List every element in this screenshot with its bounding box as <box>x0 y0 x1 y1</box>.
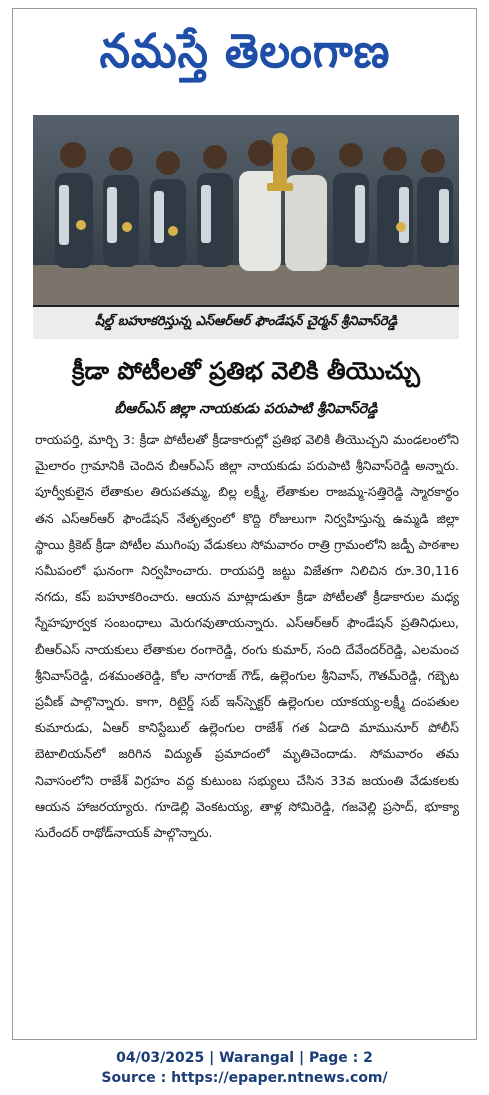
edition-info: 04/03/2025 | Warangal | Page : 2 <box>116 1050 373 1066</box>
article-photo <box>33 115 459 305</box>
newspaper-clipping <box>12 8 477 1040</box>
article-headline: క్రీడా పోటీలతో ప్రతిభ వెలికి తీయొచ్చు <box>71 357 420 385</box>
photo-illustration <box>33 115 459 305</box>
source-link[interactable]: Source : https://epaper.ntnews.com/ <box>101 1070 388 1086</box>
masthead <box>13 9 476 105</box>
article-body: రాయపర్తి, మార్చి 3: క్రీడా పోటీలతో క్రీడాకారుల్లో ప్రతిభ వెలికి తీయొచ్చని మండలంలోని మైలారం గ్రామానికి చెందిన బీఆర్ఎస్ జిల్లా నాయకుడు పరుపాటి శ్రీనివాస్‌రెడ్డి అన్నారు. పూర్వీకులైన లేతాకుల తిరుపతమ్మ, బిల్ల లక్ష్మీ, లేతాకుల రాజమ్మ-సత్తిరెడ్డి స్మారకార్థం తన ఎస్ఆర్ఆర్ ఫౌండేషన్ నేతృత్వంలో కొద్ది రోజులుగా నిర్వహిస్తున్న ఉమ్మడి జిల్లా స్థాయి క్రికెట్ క్రీడా పోటీల ముగింపు వేడుకలు సోమవారం రాత్రి గ్రామంలోని జడ్పీ పాఠశాల సమీపంలో ఘనంగా నిర్వహించారు. రాయపర్తి జట్టు విజేతగా నిలిచిన రూ.30,116 నగదు, కప్ బహూకరించారు. ఆయన మాట్లాడుతూ క్రీడా పోటీలతో క్రీడాకారుల మధ్య స్నేహపూర్వక సంబంధాలు మెరుగవుతాయన్నారు. ఎస్ఆర్ఆర్ ఫౌండేషన్ ప్రతినిధులు, బీఆర్ఎస్ నాయకులు లేతాకుల రంగారెడ్డి, రంగు కుమార్, సంది దేవేందర్‌రెడ్డి, ఎలమంచ శ్రీనివాస్‌రెడ్డి, దశమంతరెడ్డి, కోల నాగరాజ్ గౌడ్, ఉల్లెంగుల శ్రీనివాస్, గౌతమ్‌రెడ్డి, గబ్బెట ప్రవీణ్ పాల్గొన్నారు. కాగా, రిటైర్డ్ సబ్ ఇన్‌స్పెక్టర్ ఉల్లెంగుల యాకయ్య-లక్ష్మీ దంపతుల కుమారుడు, ఏఆర్ కానిస్టేబుల్ ఉల్లెంగుల రాజేశ్ గత ఏడాది మామునూర్ పోలీస్ బెటాలియన్‌లో జరిగిన విద్యుత్ ప్రమాదంలో మృతిచెందాడు. సోమవారం తమ నివాసంలోని రాజేశ్ విగ్రహం వద్ద కుటుంబ సభ్యులు చేసిన 33వ జయంతి వేడుకలకు ఆయన హాజరయ్యారు. గూడెల్లి వెంకటయ్య, తాళ్ల సోమిరెడ్డి, గజవెల్లి ప్రసాద్, భూక్యా సురేందర్ రాథోడ్‌నాయక్ పాల్గొన్నారు. <box>35 432 459 841</box>
page-footer <box>0 1048 489 1088</box>
photo-caption: షీల్డ్ బహూకరిస్తున్న ఎస్ఆర్ఆర్ ఫౌండేషన్ చైర్మన్ శ్రీనివాస్‌రెడ్డి <box>33 305 459 339</box>
article-subheadline: బీఆర్ఎస్ జిల్లా నాయకుడు పరుపాటి శ్రీనివాస్‌రెడ్డి <box>114 400 378 417</box>
masthead-title: నమస్తే తెలంగాణ <box>99 24 390 79</box>
